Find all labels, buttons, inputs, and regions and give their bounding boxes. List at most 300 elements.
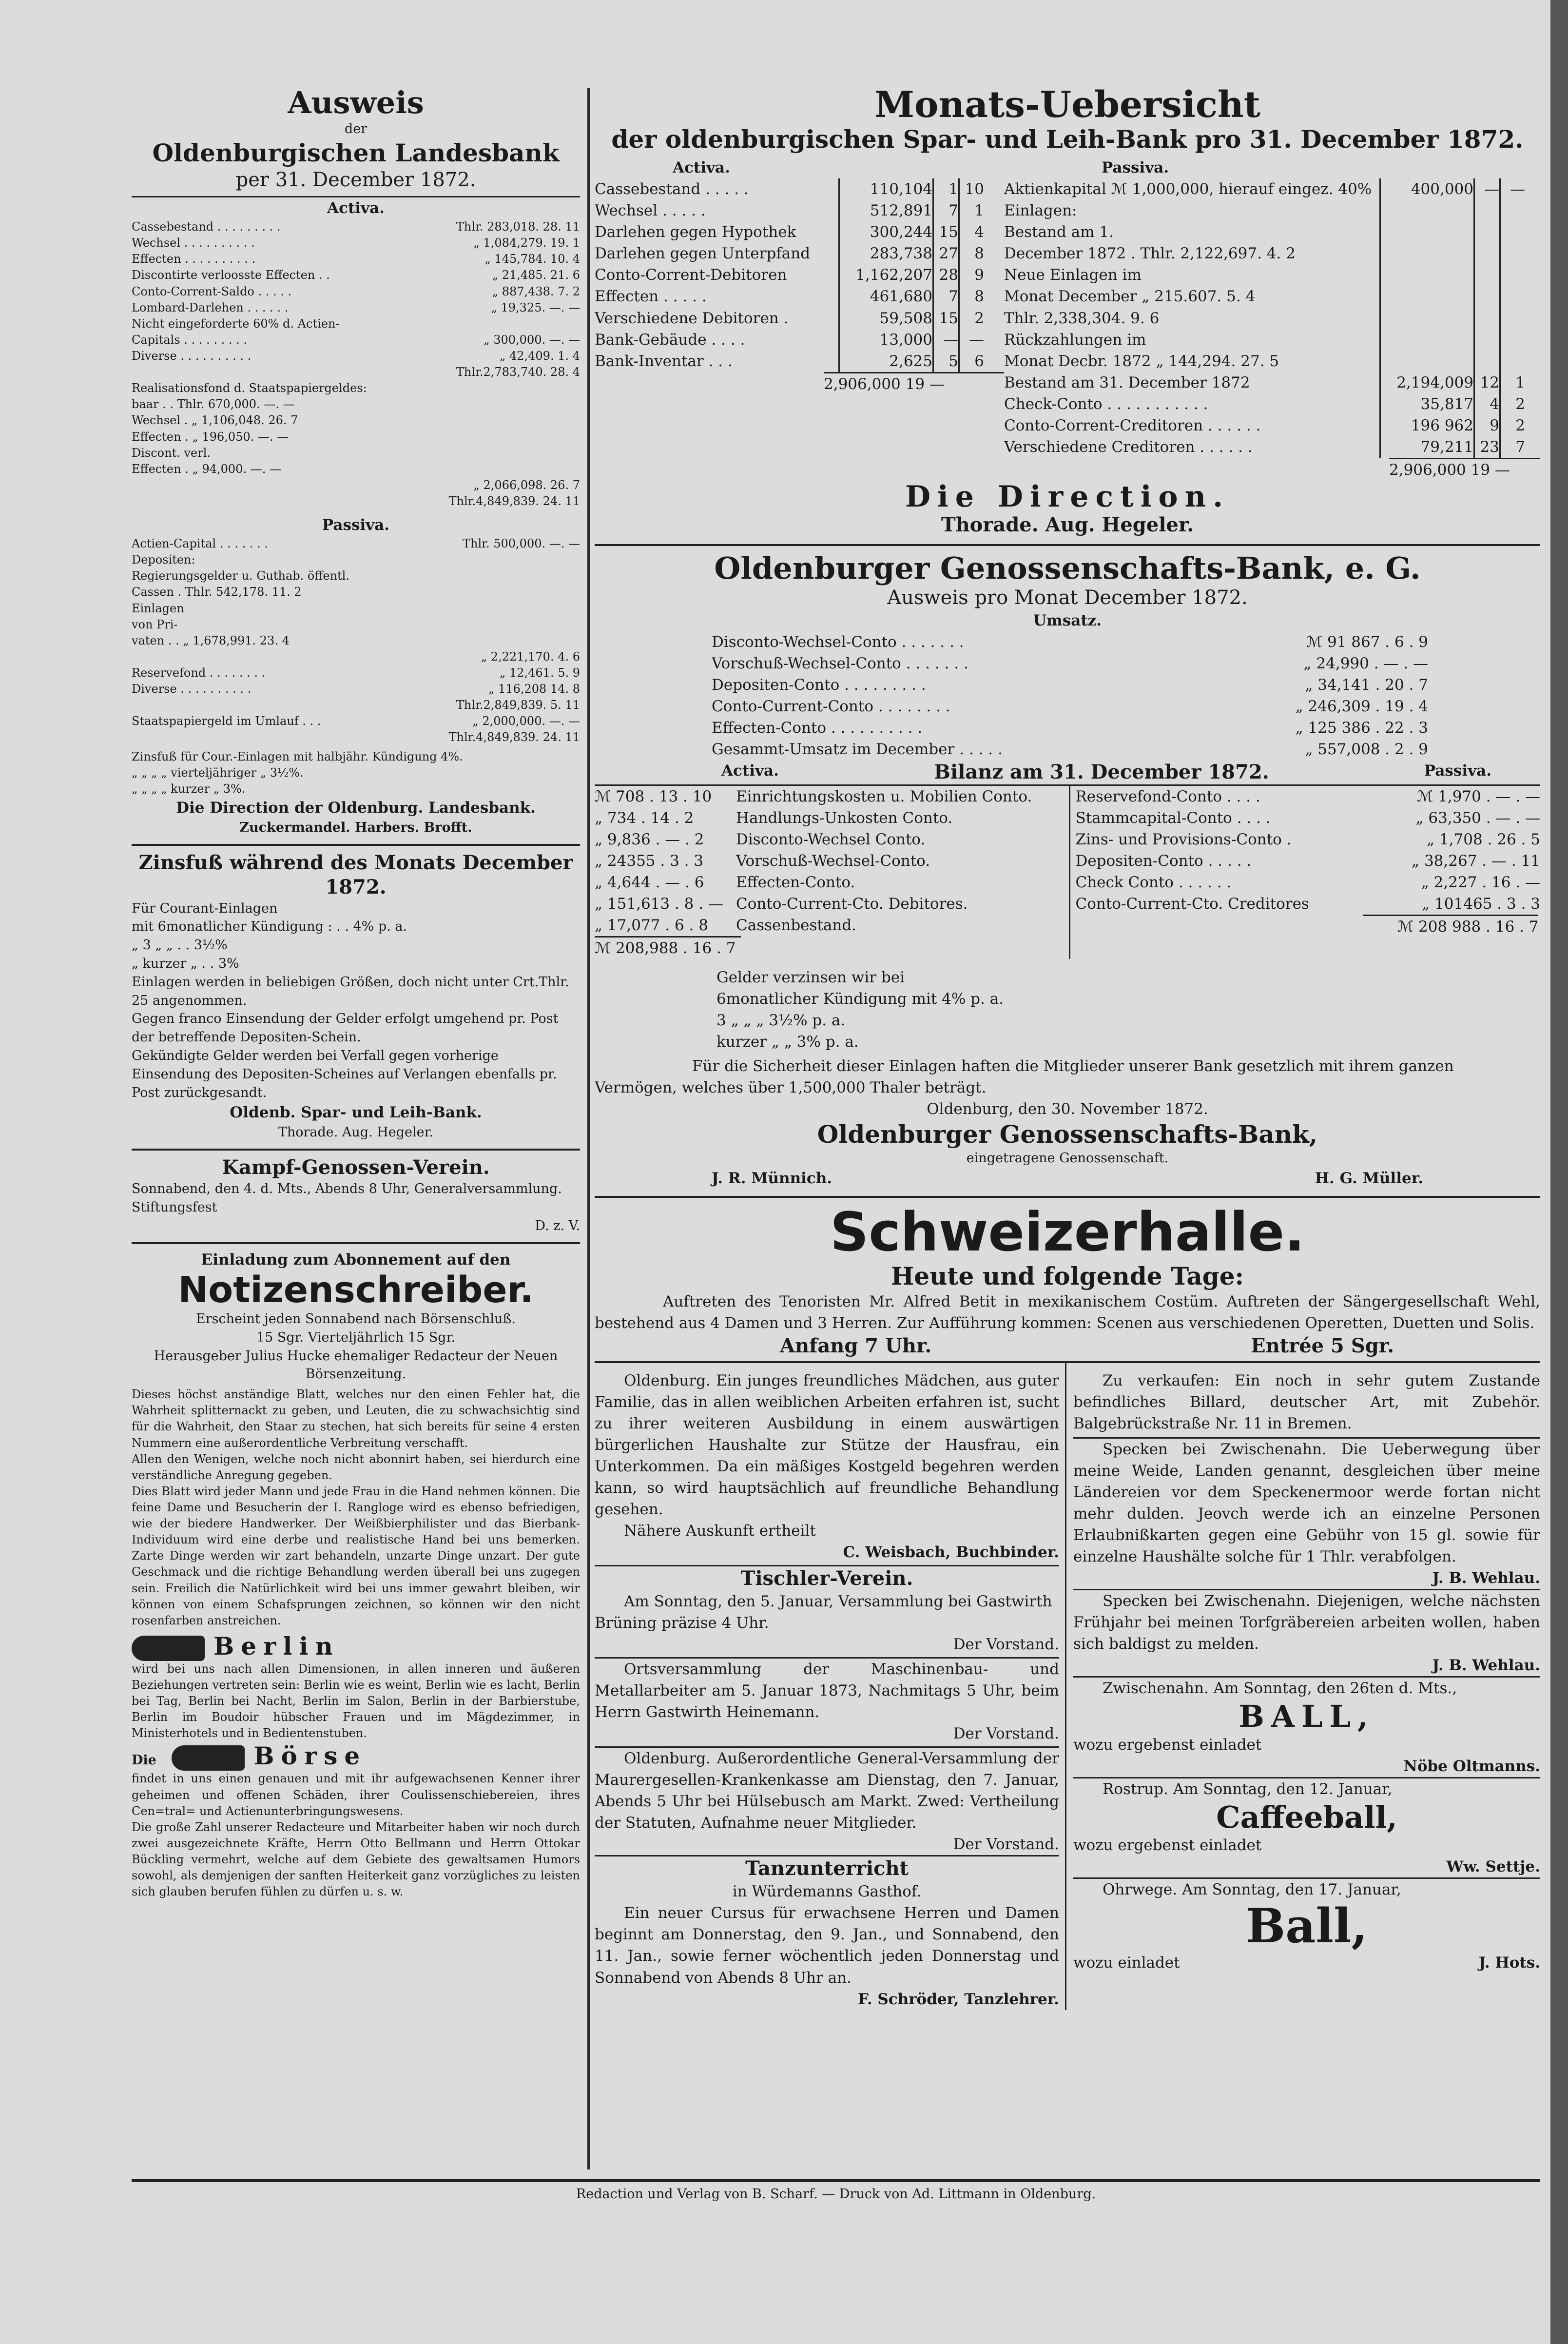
monat-title: Monats-Uebersicht bbox=[874, 84, 1260, 126]
boerse-heading bbox=[132, 1741, 580, 1771]
ledger-row bbox=[132, 219, 580, 235]
pointing-hand-icon bbox=[172, 1745, 245, 1771]
monat-value: 1,162,207 bbox=[838, 264, 932, 286]
bilanz-activa-row bbox=[595, 850, 1064, 872]
ledger-label: vaten . . „ 1,678,991. 23. 4 bbox=[132, 633, 290, 647]
monat-row bbox=[1004, 286, 1540, 307]
realisation-list bbox=[132, 396, 580, 509]
ball2-sig: J. Hots. bbox=[1478, 1953, 1540, 1972]
ledger-value: „ 887,438. 7. 2 bbox=[492, 284, 580, 298]
genoss-signatures bbox=[595, 1168, 1540, 1189]
monat-groschen: 15 bbox=[932, 221, 958, 243]
text-line: „ „ „ „ kurzer „ 3%. bbox=[132, 781, 246, 796]
ledger-label: Conto-Corrent-Saldo . . . . . bbox=[132, 284, 292, 298]
monat-row bbox=[1004, 415, 1540, 436]
monat-label: Bank-Gebäude . . . . bbox=[595, 331, 745, 349]
ledger-value: „ 19,325. —. — bbox=[491, 300, 580, 314]
ledger-row bbox=[132, 681, 580, 697]
monat-label: December 1872 . Thlr. 2,122,697. 4. 2 bbox=[1004, 245, 1296, 263]
ledger-row bbox=[712, 717, 1428, 739]
monat-names: Thorade. Aug. Hegeler. bbox=[941, 513, 1194, 536]
specken1-text: Specken bei Zwischenahn. Die Ueberwegung über meine Weide, Landen genannt, desgleichen über meine Ländereien vor dem Speckenermoor werde fortan nicht mehr dulden. Jeovch werde ich an einzelne Personen Erlaubnißkarten gegen eine Gebühr von 15 gl. sowie für einzelne Haushälte solche für 1 Thlr. verabfolgen. bbox=[1073, 1437, 1540, 1567]
bilanz-passiva-h: Passiva. bbox=[1424, 762, 1491, 780]
ball1-title: BALL, bbox=[1239, 1699, 1375, 1735]
monat-label: Monat Decbr. 1872 „ 144,294. 27. 5 bbox=[1004, 352, 1279, 370]
specken2-sig: J. B. Wehlau. bbox=[1432, 1657, 1540, 1675]
bilanz-activa-h: Activa. bbox=[721, 762, 779, 780]
ledger-row bbox=[132, 396, 580, 412]
ledger-row bbox=[132, 348, 580, 364]
monat-groschen: 23 bbox=[1473, 436, 1499, 458]
monat-value: 13,000 bbox=[838, 329, 932, 351]
monat-value: 512,891 bbox=[838, 200, 932, 221]
monat-row bbox=[595, 286, 1004, 307]
right-column bbox=[595, 85, 1540, 2010]
ledger-label: Wechsel . „ 1,106,048. 26. 7 bbox=[132, 413, 298, 428]
monat-activa bbox=[595, 157, 1004, 480]
monat-pfennig: 2 bbox=[958, 308, 984, 329]
genoss-bank: Oldenburger Genossenschafts-Bank, bbox=[817, 1120, 1318, 1149]
text-line: Für Courant-Einlagen bbox=[132, 900, 278, 916]
notiz-body1: Dieses höchst anständige Blatt, welches nur den einen Fehler hat, die Wahrheit splitternackt zu geben, und Leuten, die zu schwachsichtig sind für die Wahrheit, den Staar zu stechen, hat sich bereits für seine 4 ersten Nummern eine außerordentliche Verbreitung verschafft. bbox=[132, 1387, 580, 1450]
tanz-text: Ein neuer Cursus für erwachsene Herren und Damen beginnt am Donnerstag, den 9. Jan., und Sonnabend, den 11. Jan., sowie ferner wöchentlich jeden Donnerstag und Sonnabend von Abends 8 Uhr an. bbox=[595, 1904, 1059, 1987]
monat-groschen: 4 bbox=[1473, 393, 1499, 415]
ledger-row bbox=[132, 364, 580, 380]
text-line: Einlagen werden in beliebigen Größen, doch nicht unter Crt.Thlr. 25 angenommen. bbox=[132, 974, 569, 1008]
ledger-row bbox=[132, 461, 580, 477]
monat-groschen bbox=[1473, 329, 1499, 351]
kampf-title: Kampf-Genossen-Verein. bbox=[222, 1156, 490, 1179]
monat-pfennig: 2 bbox=[1499, 393, 1525, 415]
monat-value: 110,104 bbox=[838, 178, 932, 200]
monat-groschen bbox=[1473, 264, 1499, 286]
ledger-value: „ 24,990 . — . — bbox=[1303, 654, 1428, 672]
monat-row bbox=[595, 221, 1004, 243]
ledger-label bbox=[132, 729, 449, 745]
ledger-label bbox=[132, 649, 481, 665]
billard-ad: Zu verkaufen: Ein noch in sehr gutem Zustande befindliches Billard, deutscher Art, mit Zubehör. Balgebrückstraße Nr. 11 in Bremen. bbox=[1073, 1372, 1540, 1433]
ledger-row bbox=[132, 729, 580, 745]
bilanz-value: „ 9,836 . — . 2 bbox=[595, 831, 704, 849]
ledger-value: Thlr.2,783,740. 28. 4 bbox=[456, 365, 580, 379]
monat-value bbox=[1379, 286, 1473, 307]
monat-pfennig: — bbox=[958, 329, 984, 351]
ledger-label: Cassen . Thlr. 542,178. 11. 2 bbox=[132, 585, 302, 599]
ledger-label: Regierungsgelder u. Guthab. öffentl. bbox=[132, 569, 349, 583]
monat-row bbox=[1004, 329, 1540, 351]
ledger-row bbox=[132, 552, 580, 568]
ledger-row bbox=[132, 284, 580, 300]
monat-pfennig: 10 bbox=[958, 178, 984, 200]
landesbank-statement bbox=[132, 85, 580, 837]
activa-heading: Activa. bbox=[132, 196, 580, 219]
monat-value: 300,244 bbox=[838, 221, 932, 243]
schweiz-text: Auftreten des Tenoristen Mr. Alfred Betit in mexikanischem Costüm. Auftreten der Sängergesellschaft Wehl, bestehend aus 4 Damen und 3 Herren. Zur Aufführung kommen: Scenen aus verschiedenen Operetten, Duetten und Solis. bbox=[595, 1293, 1540, 1332]
zinsfuss-lines bbox=[132, 899, 580, 1102]
ledger-row bbox=[712, 631, 1428, 653]
maurer-text: Oldenburg. Außerordentliche General-Versammlung der Maurergesellen-Krankenkasse am Dienstag, den 7. Januar, Abends 5 Uhr bei Hülsebusch am Markt. Zwed: Vertheilung der Statuten, Aufnahme neuer Mitglieder. bbox=[595, 1746, 1059, 1834]
kampf-sig: D. z. V. bbox=[535, 1218, 580, 1233]
ledger-row bbox=[132, 316, 580, 332]
genoss-title: Oldenburger Genossenschafts-Bank, e. G. bbox=[714, 550, 1421, 586]
monat-pfennig bbox=[1499, 264, 1525, 286]
ledger-label bbox=[132, 477, 473, 493]
bilanz-value: „ 24355 . 3 . 3 bbox=[595, 852, 704, 870]
ledger-label: Lombard-Darlehen . . . . . . bbox=[132, 300, 289, 314]
ledger-value: „ 145,784. 10. 4 bbox=[484, 252, 580, 266]
monat-passiva-h: Passiva. bbox=[1102, 159, 1169, 177]
ledger-row bbox=[132, 251, 580, 267]
monat-row bbox=[1004, 264, 1540, 286]
schweizerhalle-ad bbox=[595, 1196, 1540, 1358]
caffe-txt: wozu ergebenst einladet bbox=[1073, 1836, 1262, 1854]
monat-value bbox=[1379, 351, 1473, 372]
ledger-value: „ 557,008 . 2 . 9 bbox=[1305, 741, 1428, 759]
monat-value: 79,211 bbox=[1379, 436, 1473, 458]
ledger-row bbox=[1075, 893, 1540, 915]
monat-value: 2,625 bbox=[838, 351, 932, 372]
ledger-value: „ 38,267 . — . 11 bbox=[1412, 852, 1540, 870]
ledger-label: Einlagen bbox=[132, 601, 184, 615]
bilanz-passiva-list bbox=[1075, 786, 1540, 915]
schweiz-times bbox=[595, 1334, 1540, 1358]
ledger-value: „ 34,141 . 20 . 7 bbox=[1305, 676, 1428, 694]
monat-pfennig bbox=[1499, 243, 1525, 264]
monat-row bbox=[595, 308, 1004, 329]
ledger-label: Effecten-Conto . . . . . . . . . . bbox=[712, 719, 923, 737]
ledger-value: „ 2,066,098. 26. 7 bbox=[473, 478, 580, 492]
genoss-umsatz: Umsatz. bbox=[1033, 611, 1102, 629]
monat-row bbox=[595, 329, 1004, 351]
caffe-title: Caffeeball, bbox=[1216, 1799, 1397, 1835]
monat-activa-total: 2,906,000 19 — bbox=[824, 372, 1004, 395]
ledger-row bbox=[132, 601, 580, 617]
zinsfuss-title: Zinsfuß während des Monats December 1872. bbox=[138, 851, 573, 899]
ledger-value: „ 246,309 . 19 . 4 bbox=[1295, 697, 1428, 715]
schweiz-title: Schweizerhalle. bbox=[830, 1201, 1305, 1264]
ledger-label: Diverse . . . . . . . . . . bbox=[132, 682, 252, 696]
caffe-sig: Ww. Settje. bbox=[1446, 1858, 1540, 1875]
page-edge bbox=[1550, 0, 1568, 2344]
monat-value: 2,194,009 bbox=[1379, 372, 1473, 393]
landesbank-direction: Die Direction der Oldenburg. Landesbank. bbox=[176, 799, 536, 817]
monat-pfennig: 7 bbox=[1499, 436, 1525, 458]
ledger-value: „ 21,485. 21. 6 bbox=[492, 268, 580, 282]
ledger-row bbox=[132, 429, 580, 445]
bilanz-label: Einrichtungskosten u. Mobilien Conto. bbox=[736, 788, 1032, 806]
passiva-heading: Passiva. bbox=[322, 516, 390, 534]
monat-row bbox=[1004, 372, 1540, 393]
monat-pfennig bbox=[1499, 286, 1525, 307]
maurer-sig: Der Vorstand. bbox=[953, 1836, 1059, 1854]
text-line: „ „ „ „ vierteljähriger „ 3½%. bbox=[132, 765, 304, 780]
monat-pfennig bbox=[1499, 329, 1525, 351]
ledger-row bbox=[712, 674, 1428, 696]
monat-pfennig: 8 bbox=[958, 286, 984, 307]
monat-label: Darlehen gegen Unterpfand bbox=[595, 245, 811, 263]
bilanz-passiva-total: ℳ 208 988 . 16 . 7 bbox=[1363, 915, 1538, 938]
tischler-sig: Der Vorstand. bbox=[953, 1636, 1059, 1654]
ledger-row bbox=[132, 697, 580, 713]
small-ads bbox=[595, 1361, 1540, 2010]
ledger-label: Discont. verl. bbox=[132, 446, 211, 460]
ball2-foot bbox=[1073, 1952, 1540, 1973]
bilanz-label: Cassenbestand. bbox=[736, 917, 857, 935]
ledger-value: „ 2,000,000. —. — bbox=[472, 714, 580, 728]
ledger-label bbox=[132, 697, 456, 713]
ledger-value: „ 42,409. 1. 4 bbox=[499, 349, 580, 363]
ledger-row bbox=[132, 235, 580, 251]
berlin-label: Berlin bbox=[213, 1631, 340, 1660]
ledger-label: Discontirte verloosste Effecten . . bbox=[132, 268, 330, 282]
zinsfuss-notice bbox=[132, 844, 580, 1142]
tanz-title: Tanzunterricht bbox=[595, 1855, 1059, 1881]
monat-groschen: 7 bbox=[932, 200, 958, 221]
footer-rule bbox=[132, 2179, 1540, 2182]
ledger-value: „ 12,461. 5. 9 bbox=[499, 665, 580, 680]
monat-groschen: 15 bbox=[932, 308, 958, 329]
ledger-value: „ 1,084,279. 19. 1 bbox=[473, 236, 580, 250]
text-line: „ kurzer „ . . 3% bbox=[132, 956, 239, 972]
bilanz-activa-row bbox=[595, 786, 1064, 807]
ledger-row bbox=[1075, 807, 1540, 829]
bilanz-activa-row bbox=[595, 807, 1064, 829]
text-line: Gegen franco Einsendung der Gelder erfolgt umgehend pr. Post der betreffende Depositen-Schein. bbox=[132, 1011, 559, 1045]
ledger-value: „ 63,350 . — . — bbox=[1415, 809, 1540, 827]
ledger-label: Conto-Current-Conto . . . . . . . . bbox=[712, 697, 950, 715]
monat-row bbox=[595, 264, 1004, 286]
bilanz-value: „ 734 . 14 . 2 bbox=[595, 809, 694, 827]
ledger-value: Thlr.4,849,839. 24. 11 bbox=[448, 730, 580, 744]
specken1-sig: J. B. Wehlau. bbox=[1432, 1569, 1540, 1587]
monat-groschen bbox=[1473, 351, 1499, 372]
berlin-text: wird bei uns nach allen Dimensionen, in allen inneren und äußeren Beziehungen vertreten sein: Berlin wie es weint, Berlin wie es lacht, Berlin bei Tag, Berlin bei Nacht, Berlin im Salon, Berlin in der Barbierstube, Berlin im Boudoir hübscher Frauen und im Mägdezimmer, in Ministerhotels und in Bedientenstuben. bbox=[132, 1661, 580, 1740]
ledger-row bbox=[132, 568, 580, 584]
monat-passiva bbox=[1004, 157, 1540, 480]
monat-groschen: 9 bbox=[1473, 415, 1499, 436]
ledger-value: „ 2,227 . 16 . — bbox=[1421, 874, 1540, 892]
bilanz-title: Bilanz am 31. December 1872. bbox=[934, 761, 1269, 784]
monat-groschen: — bbox=[1473, 178, 1499, 200]
ledger-row bbox=[132, 665, 580, 681]
monat-groschen bbox=[1473, 221, 1499, 243]
ledger-label: Stammcapital-Conto . . . . bbox=[1075, 809, 1271, 827]
statement-der: der bbox=[344, 121, 368, 137]
notiz-l1: Erscheint jeden Sonnabend nach Börsenschluß. bbox=[196, 1311, 516, 1327]
interest-note bbox=[132, 749, 580, 797]
monat-groschen: — bbox=[932, 329, 958, 351]
ledger-value: „ 300,000. —. — bbox=[484, 332, 580, 347]
monat-groschen bbox=[1473, 308, 1499, 329]
monat-groschen: 7 bbox=[932, 286, 958, 307]
landesbank-names: Zuckermandel. Harbers. Brofft. bbox=[239, 820, 472, 835]
bilanz-row bbox=[595, 760, 1540, 784]
monat-activa-list bbox=[595, 178, 1004, 371]
monat-passiva-list bbox=[1004, 178, 1540, 457]
realisation-heading: Realisationsfond d. Staatspapiergeldes: bbox=[132, 381, 367, 395]
monat-pfennig: 1 bbox=[958, 200, 984, 221]
notiz-l3: Herausgeber Julius Hucke ehemaliger Redacteur der Neuen Börsenzeitung. bbox=[154, 1348, 558, 1382]
ledger-row bbox=[132, 412, 580, 429]
monat-sub: der oldenburgischen Spar- und Leih-Bank pro 31. December 1872. bbox=[611, 125, 1524, 154]
monat-label: Einlagen: bbox=[1004, 202, 1077, 220]
monat-value: 35,817 bbox=[1379, 393, 1473, 415]
small-ads-left bbox=[595, 1363, 1066, 2010]
ledger-label bbox=[132, 493, 449, 509]
notiz-body2: Allen den Wenigen, welche noch nicht abonnirt haben, sei hierdurch eine verständliche Anregung gegeben. bbox=[132, 1452, 580, 1482]
boerse-label: Börse bbox=[253, 1741, 367, 1771]
ledger-label: Effecten . „ 94,000. —. — bbox=[132, 462, 281, 476]
monat-tables bbox=[595, 157, 1540, 480]
monat-row bbox=[1004, 200, 1540, 221]
genoss-security: Für die Sicherheit dieser Einlagen haften die Mitglieder unserer Bank gesetzlich mit ihrem ganzen Vermögen, welches über 1,500,000 Thaler beträgt. bbox=[595, 1057, 1454, 1097]
monat-activa-h: Activa. bbox=[673, 159, 730, 177]
genossenschaft-statement bbox=[595, 544, 1540, 1189]
monat-passiva-total: 2,906,000 19 — bbox=[1389, 458, 1540, 481]
ledger-row bbox=[132, 493, 580, 509]
monat-label: Verschiedene Debitoren . bbox=[595, 309, 789, 327]
monat-label: Bank-Inventar . . . bbox=[595, 352, 733, 370]
tanz-sub: in Würdemanns Gasthof. bbox=[732, 1883, 922, 1901]
statement-title: Ausweis bbox=[288, 85, 424, 120]
monat-value bbox=[1379, 264, 1473, 286]
ledger-row bbox=[132, 300, 580, 316]
monat-groschen: 12 bbox=[1473, 372, 1499, 393]
text-line: Gekündigte Gelder werden bei Verfall gegen vorherige Einsendung des Depositen-Scheines auf Verlangen ebenfalls pr. Post zurückgesandt. bbox=[132, 1048, 557, 1100]
ledger-label: Diverse . . . . . . . . . . bbox=[132, 349, 252, 363]
kampf-notice bbox=[132, 1149, 580, 1235]
ledger-label: Reservefond-Conto . . . . bbox=[1075, 788, 1260, 806]
monat-value: 196 962 bbox=[1379, 415, 1473, 436]
monat-row bbox=[1004, 308, 1540, 329]
bilanz-passiva bbox=[1070, 786, 1540, 959]
monat-pfennig: 9 bbox=[958, 264, 984, 286]
maedchen-sig: C. Weisbach, Buchbinder. bbox=[843, 1543, 1059, 1562]
ledger-value: „ 125 386 . 22 . 3 bbox=[1295, 719, 1428, 737]
monat-groschen bbox=[1473, 286, 1499, 307]
monat-groschen: 27 bbox=[932, 243, 958, 264]
tischler-text: Am Sonntag, den 5. Januar, Versammlung bei Gastwirth Brüning präzise 4 Uhr. bbox=[595, 1593, 1052, 1632]
ledger-value: Thlr.2,849,839. 5. 11 bbox=[456, 698, 580, 712]
monat-row bbox=[1004, 393, 1540, 415]
monats-uebersicht bbox=[595, 85, 1540, 537]
ledger-label: baar . . Thlr. 670,000. —. — bbox=[132, 397, 295, 411]
statement-bank: Oldenburgischen Landesbank bbox=[152, 138, 560, 168]
boerse-pre: Die bbox=[132, 1753, 156, 1768]
monat-value bbox=[1379, 243, 1473, 264]
ledger-label: Capitals . . . . . . . . . bbox=[132, 332, 247, 347]
bilanz-label: Vorschuß-Wechsel-Conto. bbox=[736, 852, 930, 870]
text-line: Gelder verzinsen wir bei bbox=[716, 969, 905, 987]
monat-row bbox=[595, 243, 1004, 264]
monat-label: Monat December „ 215.607. 5. 4 bbox=[1004, 288, 1256, 306]
bilanz-activa bbox=[595, 786, 1070, 959]
bilanz-label: Disconto-Wechsel Conto. bbox=[736, 831, 926, 849]
text-line: 6monatlicher Kündigung mit 4% p. a. bbox=[716, 990, 1004, 1008]
schweiz-entree: Entrée 5 Sgr. bbox=[1251, 1334, 1394, 1358]
monat-label: Conto-Corrent-Debitoren bbox=[595, 266, 787, 284]
monat-value bbox=[1379, 329, 1473, 351]
schweiz-anfang: Anfang 7 Uhr. bbox=[780, 1334, 932, 1358]
genoss-sub: Ausweis pro Monat December 1872. bbox=[887, 586, 1248, 609]
monat-label: Thlr. 2,338,304. 9. 6 bbox=[1004, 309, 1160, 327]
ledger-label: Depositen: bbox=[132, 553, 195, 567]
monat-direction: Die Direction. bbox=[905, 479, 1230, 514]
ledger-row bbox=[132, 649, 580, 665]
monat-pfennig: 8 bbox=[958, 243, 984, 264]
ledger-value: „ 2,221,170. 4. 6 bbox=[481, 649, 580, 664]
ledger-value: ℳ 1,970 . — . — bbox=[1417, 788, 1540, 806]
monat-pfennig: 4 bbox=[958, 221, 984, 243]
monat-value: 400,000 bbox=[1379, 178, 1473, 200]
ledger-value: Thlr. 283,018. 28. 11 bbox=[456, 220, 580, 234]
ledger-label: Depositen-Conto . . . . . bbox=[1075, 852, 1252, 870]
monat-row bbox=[1004, 436, 1540, 458]
bilanz-activa-row bbox=[595, 915, 1064, 936]
genoss-date: Oldenburg, den 30. November 1872. bbox=[927, 1100, 1208, 1118]
text-line: kurzer „ „ 3% p. a. bbox=[716, 1033, 859, 1051]
monat-value: 461,680 bbox=[838, 286, 932, 307]
monat-groschen bbox=[1473, 243, 1499, 264]
monat-row bbox=[1004, 221, 1540, 243]
text-line: „ 3 „ „ . . 3½% bbox=[132, 938, 228, 953]
notiz-title: Notizenschreiber. bbox=[178, 1269, 534, 1311]
ledger-label: Zins- und Provisions-Conto . bbox=[1075, 831, 1292, 849]
notiz-body4: Die große Zahl unserer Redacteure und Mitarbeiter haben wir noch durch zwei ausgezeichnete Kräfte, Herrn Otto Bellmann und Herrn Ottokar Bückling vermehrt, welche auf dem Gebiete des gewaltsamen Humors sowohl, als demjenigen der sanften Heiterkeit ganz vorzügliches zu leisten sich glauben berufen fühlen zu dürfen u. s. w. bbox=[132, 1820, 580, 1899]
ledger-label bbox=[132, 364, 456, 380]
bilanz-label: Effecten-Conto. bbox=[736, 874, 855, 892]
ledger-label: Reservefond . . . . . . . . bbox=[132, 665, 266, 680]
specken2-text: Specken bei Zwischenahn. Diejenigen, welche nächsten Frühjahr bei meinen Torfgräbereien arbeiten wollen, haben sich baldigst zu melden. bbox=[1073, 1589, 1540, 1655]
maedchen-ad2: Nähere Auskunft ertheilt bbox=[624, 1522, 816, 1540]
notizenschreiber-ad bbox=[132, 1242, 580, 1900]
ledger-row bbox=[712, 739, 1428, 760]
monat-value: 59,508 bbox=[838, 308, 932, 329]
monat-label: Check-Conto . . . . . . . . . . . bbox=[1004, 395, 1208, 413]
ledger-row bbox=[132, 477, 580, 493]
ball1-pre: Zwischenahn. Am Sonntag, den 26ten d. Mts., bbox=[1073, 1676, 1540, 1699]
ledger-label: Cassebestand . . . . . . . . . bbox=[132, 220, 281, 234]
ledger-row bbox=[132, 584, 580, 600]
monat-row bbox=[1004, 243, 1540, 264]
maedchen-ad: Oldenburg. Ein junges freundliches Mädchen, aus guter Familie, das in allen weiblichen Arbeiten erfahren ist, sucht zu ihrer weiteren Ausbildung in einem auswärtigen bürgerlichen Haushalte zur Stütze der Hausfrau, ein Unterkommen. Da ein mäßiges Kostgeld begehren werden kann, so wird hauptsächlich auf freundliche Behandlung gesehen. bbox=[595, 1372, 1059, 1519]
bilanz-tables bbox=[595, 784, 1540, 959]
ledger-row bbox=[1075, 872, 1540, 893]
ball2-title: Ball, bbox=[1246, 1898, 1368, 1954]
ball1-txt: wozu ergebenst einladet bbox=[1073, 1736, 1262, 1754]
umsatz-list bbox=[595, 631, 1540, 760]
ledger-row bbox=[132, 332, 580, 348]
text-line: 3 „ „ „ 3½% p. a. bbox=[716, 1012, 846, 1030]
activa-list bbox=[132, 219, 580, 380]
monat-row bbox=[595, 178, 1004, 200]
zinsfuss-names: Thorade. Aug. Hegeler. bbox=[278, 1125, 434, 1140]
monat-row bbox=[595, 351, 1004, 372]
ledger-label: von Pri- bbox=[132, 617, 178, 631]
ledger-value: „ 1,708 . 26 . 5 bbox=[1427, 831, 1540, 849]
caffe-pre: Rostrup. Am Sonntag, den 12. Januar, bbox=[1073, 1777, 1540, 1800]
ledger-label: Staatspapiergeld im Umlauf . . . bbox=[132, 714, 321, 728]
notiz-lead: Einladung zum Abonnement auf den bbox=[201, 1250, 511, 1269]
bilanz-activa-row bbox=[595, 893, 1064, 915]
genoss-eg: eingetragene Genossenschaft. bbox=[966, 1151, 1169, 1166]
monat-label: Bestand am 31. December 1872 bbox=[1004, 373, 1250, 391]
tischler-title: Tischler-Verein. bbox=[595, 1565, 1059, 1591]
monat-value bbox=[1379, 221, 1473, 243]
bilanz-value: „ 151,613 . 8 . — bbox=[595, 895, 723, 913]
ledger-row bbox=[132, 267, 580, 283]
ledger-row bbox=[1075, 829, 1540, 850]
